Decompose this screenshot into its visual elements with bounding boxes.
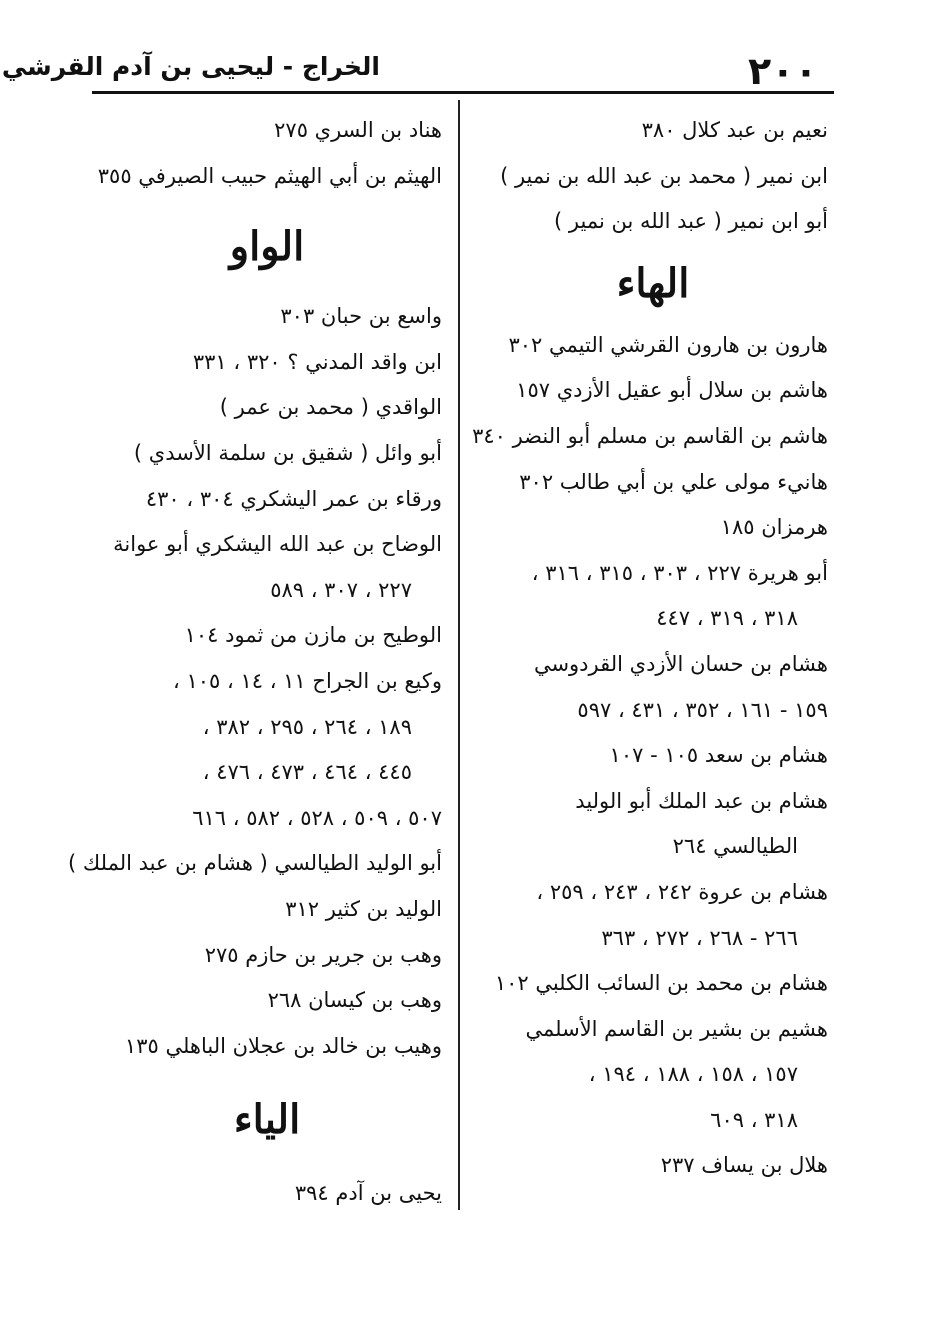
index-entry: هشام بن سعد ١٠٥ - ١٠٧: [609, 743, 828, 768]
index-entry: وهيب بن خالد بن عجلان الباهلي ١٣٥: [124, 1033, 442, 1058]
index-entry: هاشم بن سلال أبو عقيل الأزدي ١٥٧: [516, 378, 828, 403]
index-entry: أبو الوليد الطيالسي ( هشام بن عبد الملك ): [68, 851, 442, 876]
index-entry-continuation: الطيالسي ٢٦٤: [672, 834, 798, 859]
index-entry: الهيثم بن أبي الهيثم حبيب الصيرفي ٣٥٥: [97, 163, 442, 188]
index-entry: وهب بن جرير بن حازم ٢٧٥: [204, 942, 442, 967]
index-entry: الوضاح بن عبد الله اليشكري أبو عوانة: [113, 532, 442, 557]
index-entry: هانيء مولى علي بن أبي طالب ٣٠٢: [519, 469, 828, 494]
right-column: [472, 108, 828, 1189]
section-heading-waw: الواو: [229, 223, 305, 271]
index-entry-continuation: ١٥٧ ، ١٥٨ ، ١٨٨ ، ١٩٤ ،: [588, 1062, 798, 1087]
running-title: الخراج - ليحيى بن آدم القرشي: [1, 52, 380, 81]
index-entry: هاشم بن القاسم بن مسلم أبو النضر ٣٤٠: [472, 423, 828, 448]
index-entry: يحيى بن آدم ٣٩٤: [294, 1181, 442, 1206]
column-divider: [458, 100, 460, 1210]
index-entry: هناد بن السري ٢٧٥: [274, 118, 442, 142]
index-entry-continuation: ٤٤٥ ، ٤٦٤ ، ٤٧٣ ، ٤٧٦ ،: [202, 760, 412, 785]
index-entry-continuation: ١٥٩ - ١٦١ ، ٣٥٢ ، ٤٣١ ، ٥٩٧: [577, 697, 828, 722]
index-entry: أبو ابن نمير ( عبد الله بن نمير ): [554, 209, 828, 234]
index-entry: هشام بن عروة ٢٤٢ ، ٢٤٣ ، ٢٥٩ ،: [536, 879, 828, 904]
left-column: [68, 108, 442, 1217]
index-entry-continuation: ٣١٨ ، ٣١٩ ، ٤٤٧: [656, 606, 798, 631]
index-entry: ابن نمير ( محمد بن عبد الله بن نمير ): [500, 163, 828, 188]
index-entry: ورقاء بن عمر اليشكري ٣٠٤ ، ٤٣٠: [145, 486, 442, 511]
index-entry: هشام بن حسان الأزدي القردوسي: [533, 651, 828, 676]
index-entry: هارون بن هارون القرشي التيمي ٣٠٢: [508, 332, 828, 357]
index-entry: هشيم بن بشير بن القاسم الأسلمي: [525, 1016, 828, 1041]
index-entry-continuation: ٢٢٧ ، ٣٠٧ ، ٥٨٩: [270, 577, 412, 602]
index-entry: الوطيح بن مازن من ثمود ١٠٤: [184, 623, 442, 648]
index-entry: الواقدي ( محمد بن عمر ): [219, 395, 442, 420]
index-entry: وكيع بن الجراح ١١ ، ١٤ ، ١٠٥ ،: [173, 668, 442, 693]
index-entry: هلال بن يساف ٢٣٧: [660, 1153, 828, 1178]
index-entry: وهب بن كيسان ٢٦٨: [267, 988, 442, 1013]
index-entry: هشام بن عبد الملك أبو الوليد: [575, 788, 828, 813]
index-entry-continuation: ٢٦٦ - ٢٦٨ ، ٢٧٢ ، ٣٦٣: [601, 925, 798, 950]
section-heading-ya: الياء: [233, 1096, 301, 1144]
index-entry-continuation: ٣١٨ ، ٦٠٩: [710, 1107, 798, 1132]
index-entry-continuation: ٥٠٧ ، ٥٠٩ ، ٥٢٨ ، ٥٨٢ ، ٦١٦: [192, 805, 442, 830]
index-entry: أبو هريرة ٢٢٧ ، ٣٠٣ ، ٣١٥ ، ٣١٦ ،: [531, 560, 828, 585]
index-entry: نعيم بن عبد كلال ٣٨٠: [641, 118, 828, 142]
header-rule: [92, 91, 834, 94]
index-entry: الوليد بن كثير ٣١٢: [285, 896, 442, 921]
index-entry: هشام بن محمد بن السائب الكلبي ١٠٢: [494, 971, 828, 996]
index-entry-continuation: ١٨٩ ، ٢٦٤ ، ٢٩٥ ، ٣٨٢ ،: [202, 714, 412, 739]
index-entry: هرمزان ١٨٥: [720, 515, 828, 540]
page-number: ٢٠٠: [748, 49, 818, 93]
index-entry: ابن واقد المدني ؟ ٣٢٠ ، ٣٣١: [192, 349, 442, 374]
index-entry: واسع بن حبان ٣٠٣: [280, 304, 442, 329]
index-entry: أبو وائل ( شقيق بن سلمة الأسدي ): [133, 440, 442, 465]
section-heading-ha: الهاء: [616, 259, 690, 307]
